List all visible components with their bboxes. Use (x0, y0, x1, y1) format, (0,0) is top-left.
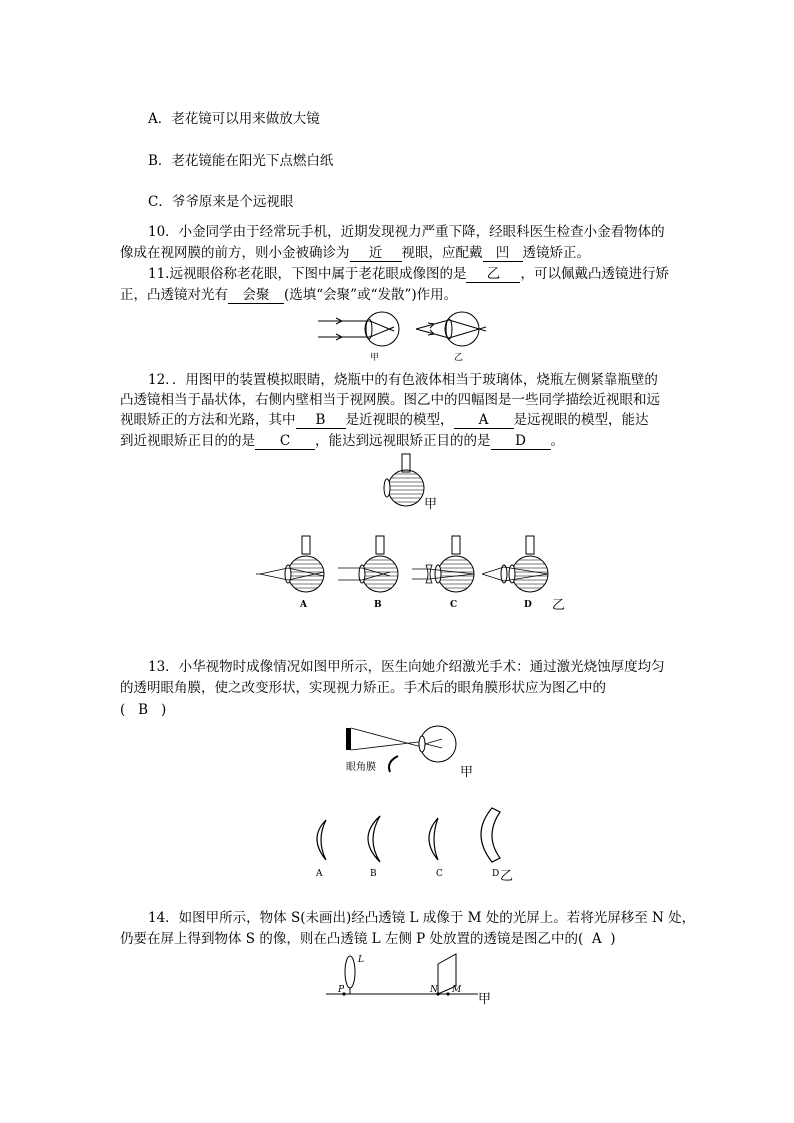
eye-jia (318, 312, 399, 346)
flask-c (412, 536, 474, 610)
q13-line2: 的透明眼角膜，使之改变形状，实现视力矫正。手术后的眼角膜形状应为图乙中的 (120, 680, 606, 696)
svg-text:C: C (436, 869, 443, 879)
q10-answer-2: 凹 (483, 245, 523, 262)
svg-text:D: D (524, 600, 532, 610)
svg-text:L: L (358, 955, 364, 965)
q13-eye-figure-jia (342, 722, 478, 782)
q12-flask-figure-yi (256, 534, 572, 612)
q12-answer-3: C (255, 433, 315, 450)
fig-label-jia: 甲 (424, 497, 438, 512)
option-a: A．老花镜可以用来做放大镜 (148, 111, 320, 127)
svg-text:D: D (492, 869, 500, 879)
eye-lens (419, 736, 425, 752)
q11-answer-2: 会聚 (228, 287, 284, 304)
q13-line1: 13．小华视物时成像情况如图甲所示，医生向她介绍激光手术：通过激光烧蚀厚度均匀 (148, 659, 665, 675)
q13-line3: ( B ) (120, 702, 167, 718)
q14-line1: 14．如图甲所示，物体 S(未画出)经凸透镜 L 成像于 M 处的光屏上。若将光屏移至 N 处， (148, 910, 696, 926)
q12-answer-2: A (454, 412, 514, 429)
q12-answer-4: D (491, 433, 551, 450)
q14-answer: A (591, 931, 602, 947)
point-m (446, 992, 449, 995)
convex-lens (384, 479, 390, 497)
flask-neck (402, 454, 410, 472)
cornea-b (368, 816, 380, 862)
q12-line4: 到近视眼矫正目的的是 C ，能达到远视眼矫正目的的是 D 。 (120, 433, 564, 449)
option-b: B．老花镜能在阳光下点燃白纸 (148, 153, 334, 169)
q12-answer-1: B (296, 412, 346, 429)
option-c: C．爷爷原来是个远视眼 (148, 194, 294, 210)
q11-answer-1: 乙 (466, 266, 520, 283)
eye-yi (416, 312, 486, 346)
q12-line1: 12．．用图甲的装置模拟眼睛，烧瓶中的有色液体相当于玻璃体，烧瓶左侧紧靠瓶壁的 (148, 372, 658, 388)
svg-text:C: C (450, 600, 458, 610)
flask-d (482, 536, 548, 610)
q13-answer: B (138, 702, 149, 718)
lens-l (345, 956, 355, 988)
svg-text:M: M (452, 985, 462, 995)
q11-line1: 11.远视眼俗称老花眼，下图中属于老花眼成像图的是 乙 ，可以佩戴凸透镜进行矫 (148, 266, 669, 282)
svg-text:A: A (316, 869, 323, 879)
cornea-c (429, 818, 438, 860)
flask-b (338, 536, 398, 610)
cornea-d (481, 808, 500, 862)
cornea-label: 眼角膜 (346, 762, 376, 773)
object-bar (346, 728, 351, 750)
fig-label-jia: 甲 (460, 765, 474, 780)
q12-line3: 视眼矫正的方法和光路，其中 B 是近视眼的模型， A 是远视眼的模型，能达 (120, 412, 649, 428)
flask-bulb (388, 470, 424, 506)
cornea-a (317, 820, 326, 860)
q14-line2: 仍要在屏上得到物体 S 的像，则在凸透镜 L 左侧 P 处放置的透镜是图乙中的( A ) (120, 931, 616, 947)
q13-cornea-figure-yi (304, 804, 520, 884)
q14-lens-figure (326, 950, 496, 1008)
fig-label-yi: 乙 (500, 869, 514, 884)
concave-lens (426, 565, 432, 583)
svg-text:P: P (338, 985, 345, 995)
fig-label-jia: 甲 (370, 353, 380, 363)
svg-text:A: A (300, 600, 307, 610)
q12-flask-figure-jia (380, 452, 444, 514)
svg-text:B: B (374, 600, 382, 610)
svg-text:N: N (430, 985, 438, 995)
fig-label-yi: 乙 (454, 353, 464, 363)
q11-line2: 正，凸透镜对光有 会聚 (选填“会聚”或“发散”)作用。 (120, 287, 458, 303)
fig-label-jia: 甲 (478, 992, 492, 1007)
q10-line1: 10．小金同学由于经常玩手机，近期发现视力严重下降，经眼科医生检查小金看物体的 (148, 224, 665, 240)
svg-text:B: B (370, 869, 377, 879)
q10-answer-1: 近 (350, 245, 402, 262)
q11-eye-figure (314, 306, 486, 366)
q10-line2: 像成在视网膜的前方，则小金被确诊为 近 视眼，应配戴 凹 透镜矫正。 (120, 245, 590, 261)
cornea-shape (389, 756, 398, 772)
q12-line2: 凸透镜相当于晶状体，右侧内壁相当于视网膜。图乙中的四幅图是一些同学描绘近视眼和远 (120, 392, 660, 408)
fig-label-yi: 乙 (552, 598, 566, 612)
flask-a (256, 536, 324, 610)
